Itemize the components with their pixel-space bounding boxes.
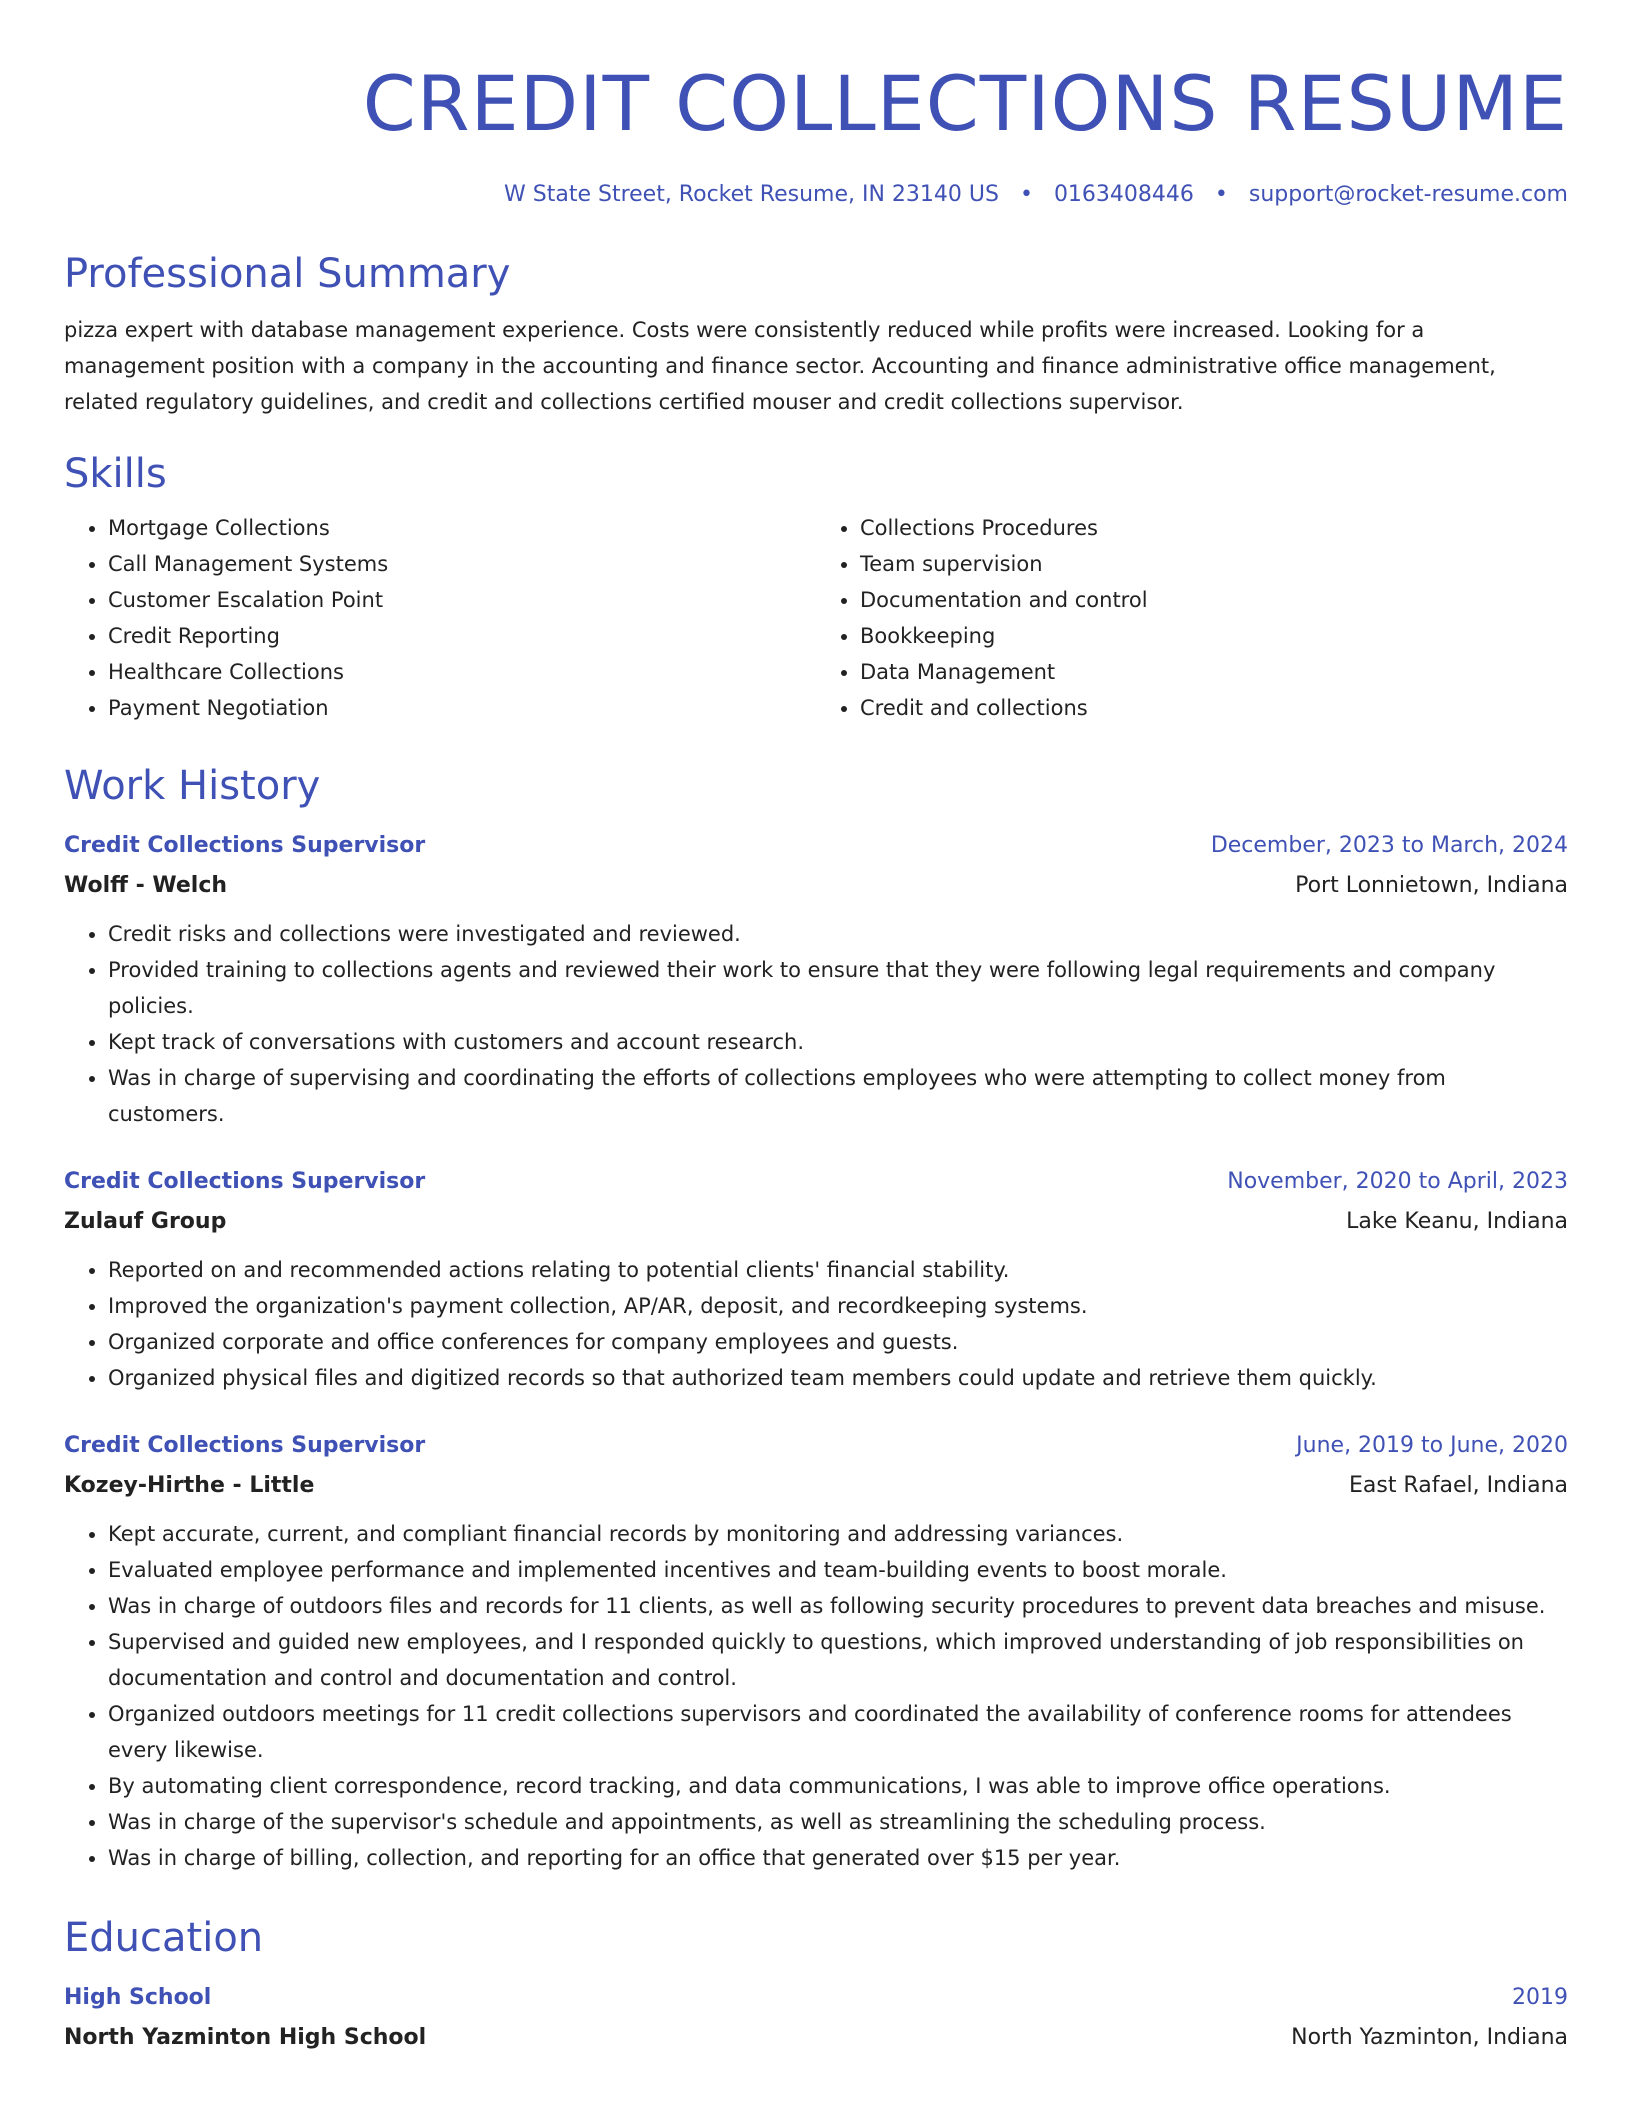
skill-item: • Data Management xyxy=(860,654,1568,690)
job-location: East Rafael, Indiana xyxy=(1348,1473,1568,1498)
job-bullets xyxy=(64,916,1568,1132)
job-bullet: • Was in charge of the supervisor's schedule and appointments, as well as streamlining the scheduling process. xyxy=(108,1804,1568,1840)
resume-header xyxy=(64,58,1568,210)
skill-item: • Mortgage Collections xyxy=(108,510,816,546)
job-company-row xyxy=(64,866,1568,906)
education-location: North Yazminton, Indiana xyxy=(1291,2025,1568,2050)
summary-heading: Professional Summary xyxy=(64,251,511,297)
skill-item: • Payment Negotiation xyxy=(108,690,816,726)
education-section xyxy=(64,1912,1568,2058)
job-bullet: • Was in charge of billing, collection, and reporting for an office that generated over $15 per year. xyxy=(108,1840,1568,1876)
job-header-row xyxy=(64,826,1568,866)
summary-section xyxy=(64,248,1568,420)
skills-section xyxy=(64,448,1568,726)
skill-item: • Team supervision xyxy=(860,546,1568,582)
job-dates: December, 2023 to March, 2024 xyxy=(1210,833,1568,858)
job-bullet: • Kept accurate, current, and compliant financial records by monitoring and addressing variances. xyxy=(108,1516,1568,1552)
job-bullet: • Evaluated employee performance and implemented incentives and team-building events to boost morale. xyxy=(108,1552,1568,1588)
job-dates: November, 2020 to April, 2023 xyxy=(1227,1169,1568,1194)
contact-email: support@rocket-resume.com xyxy=(1248,182,1568,207)
education-school: North Yazminton High School xyxy=(64,2025,427,2050)
education-heading: Education xyxy=(64,1915,264,1961)
job-bullets xyxy=(64,1516,1568,1876)
skill-item: • Credit and collections xyxy=(860,690,1568,726)
job-company-row xyxy=(64,1202,1568,1242)
job-bullet: • Reported on and recommended actions relating to potential clients' financial stability. xyxy=(108,1252,1568,1288)
job-bullet: • Supervised and guided new employees, and I responded quickly to questions, which improved understanding of job responsibilities on documentation and control and documentation and control. xyxy=(108,1624,1568,1696)
job-entry xyxy=(64,826,1568,1132)
education-degree: High School xyxy=(64,1985,212,2010)
job-bullet: • Organized physical files and digitized records so that authorized team members could update and retrieve them quickly. xyxy=(108,1360,1568,1396)
job-header-row xyxy=(64,1162,1568,1202)
skill-item: • Documentation and control xyxy=(860,582,1568,618)
skill-item: • Call Management Systems xyxy=(108,546,816,582)
job-bullet: • Was in charge of outdoors files and records for 11 clients, as well as following security procedures to prevent data breaches and misuse. xyxy=(108,1588,1568,1624)
skill-item: • Bookkeeping xyxy=(860,618,1568,654)
education-entry xyxy=(64,1978,1568,2058)
education-year: 2019 xyxy=(1512,1985,1568,2010)
job-bullet: • Was in charge of supervising and coordinating the efforts of collections employees who were attempting to collect money from customers. xyxy=(108,1060,1568,1132)
job-title: Credit Collections Supervisor xyxy=(64,1433,426,1458)
work-history-heading: Work History xyxy=(64,763,321,809)
education-school-row xyxy=(64,2018,1568,2058)
job-bullet: • Credit risks and collections were investigated and reviewed. xyxy=(108,916,1568,952)
job-bullet: • Kept track of conversations with customers and account research. xyxy=(108,1024,1568,1060)
skills-list-left xyxy=(64,510,816,726)
job-entry xyxy=(64,1426,1568,1876)
skills-list-right xyxy=(816,510,1568,726)
job-bullets xyxy=(64,1252,1568,1396)
contact-separator: • xyxy=(1214,182,1228,207)
skills-heading: Skills xyxy=(64,451,167,497)
skill-item: • Credit Reporting xyxy=(108,618,816,654)
job-company: Kozey-Hirthe - Little xyxy=(64,1473,315,1498)
job-title: Credit Collections Supervisor xyxy=(64,833,426,858)
job-bullet: • Provided training to collections agents and reviewed their work to ensure that they were following legal requirements and company policies. xyxy=(108,952,1568,1024)
skill-item: • Customer Escalation Point xyxy=(108,582,816,618)
job-entry xyxy=(64,1162,1568,1396)
skills-columns xyxy=(64,510,1568,726)
resume-title: CREDIT COLLECTIONS RESUME xyxy=(362,59,1568,148)
job-company-row xyxy=(64,1466,1568,1506)
work-history-section xyxy=(64,760,1568,1876)
contact-separator: • xyxy=(1019,182,1033,207)
job-header-row xyxy=(64,1426,1568,1466)
job-bullet: • Improved the organization's payment collection, AP/AR, deposit, and recordkeeping systems. xyxy=(108,1288,1568,1324)
job-location: Lake Keanu, Indiana xyxy=(1346,1209,1568,1234)
contact-address: W State Street, Rocket Resume, IN 23140 US xyxy=(504,182,999,207)
job-location: Port Lonnietown, Indiana xyxy=(1295,873,1568,898)
job-bullet: • Organized corporate and office conferences for company employees and guests. xyxy=(108,1324,1568,1360)
job-company: Zulauf Group xyxy=(64,1209,227,1234)
job-title: Credit Collections Supervisor xyxy=(64,1169,426,1194)
skill-item: • Healthcare Collections xyxy=(108,654,816,690)
job-bullet: • Organized outdoors meetings for 11 credit collections supervisors and coordinated the availability of conference rooms for attendees every likewise. xyxy=(108,1696,1568,1768)
skill-item: • Collections Procedures xyxy=(860,510,1568,546)
contact-phone: 0163408446 xyxy=(1053,182,1194,207)
job-dates: June, 2019 to June, 2020 xyxy=(1296,1433,1568,1458)
summary-text: pizza expert with database management experience. Costs were consistently reduced while profits were increased. Looking for a management position with a company in the accounting and finance sector. Accounting and finance administrative office management, related regulatory guidelines, and credit and collections certified mouser and credit collections supervisor. xyxy=(64,318,1496,414)
contact-line xyxy=(64,180,1568,210)
job-company: Wolff - Welch xyxy=(64,873,228,898)
education-header-row xyxy=(64,1978,1568,2018)
job-bullet: • By automating client correspondence, record tracking, and data communications, I was able to improve office operations. xyxy=(108,1768,1568,1804)
